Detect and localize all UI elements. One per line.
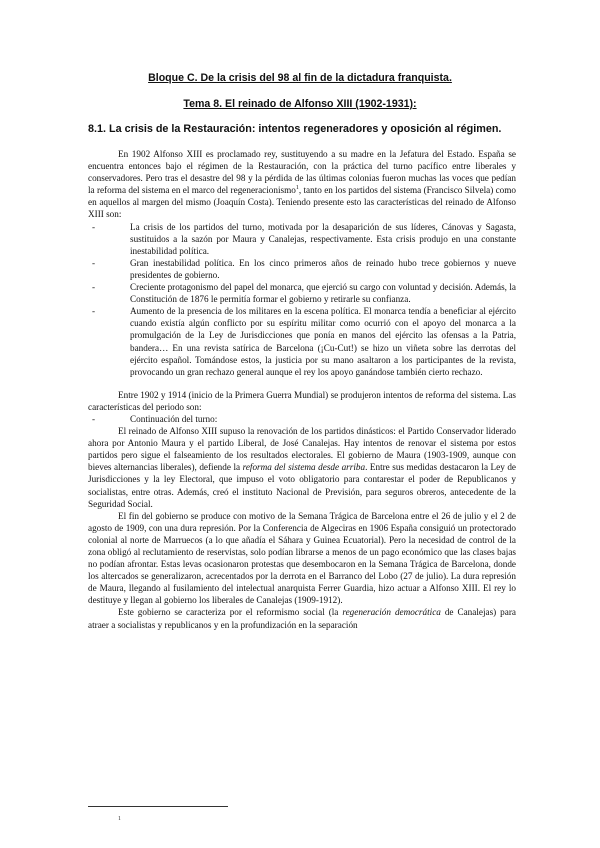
footnote-reference: 1 xyxy=(295,185,299,192)
list-item xyxy=(88,305,516,378)
list-item-text: La crisis de los partidos del turno, motivada por la desaparición de sus líderes, Cánovas y Sagasta, sustituidos a la sazón por Maura y Canalejas, respectivamente. Esta crisis produjo en una constante inestabilidad política. xyxy=(130,221,516,256)
canalejas-italic-phrase: regeneración democrática xyxy=(342,607,441,618)
list-item-text: Aumento de la presencia de los militares en la escena política. El monarca tendía a beneficiar al ejército cuando existía algún conflicto por su espíritu militar como ocurrió con el apoyo del monarca a la promulgación de la Ley de Jurisdicciones que ponía en manos del ejército las ofensas a la Patria, bandera… En una revista satírica de Barcelona (¡Cu-Cut!) se hizo un viñeta sobre las derrotas del ejército español. Tomándose estos, la justicia por su mano asaltaron a los participantes de la revista, provocando un gran rechazo general aunque el rey los apoyo ganándose también cierto rechazo. xyxy=(130,306,516,377)
maura-paragraph xyxy=(88,425,516,510)
list-dash: - xyxy=(92,413,96,424)
intro-text-a: En 1902 Alfonso XIII es proclamado rey, sustituyendo a su madre en la Jefatura del Estado. España se encuentra entonces bajo el régimen de la Restauración, con la práctica del turno pacífico entre liberales y conservadores. Pero tras el desastre del 98 y la pérdida de las últimas colonias fueron muchas las voces que pedían la reforma del sistema en el marco del regeneracionismo xyxy=(88,149,516,196)
theme-title: Tema 8. El reinado de Alfonso XIII (1902-1931): xyxy=(183,98,417,110)
list-item-text: Gran inestabilidad política. En los cinco primeros años de reinado hubo trece gobiernos y nueve presidentes de gobierno. xyxy=(130,257,516,280)
list-dash: - xyxy=(92,257,96,268)
list-item xyxy=(88,257,516,281)
tragic-week-paragraph: El fin del gobierno se produce con motivo de la Semana Trágica de Barcelona entre el 26 de julio y el 2 de agosto de 1909, con una dura represión. Por la Conferencia de Algeciras en 1906 España consiguió un protectorado colonial al norte de Marruecos (a lo que añadía el Sáhara y Guinea Ecuatorial). Pero la necesidad de control de la zona obligó al reclutamiento de reservistas, solo podían librarse a menos de un pago económico que las clases bajas no podían afrontar. Estas levas ocasionaron protestas que desembocaron en la Semana Trágica de Barcelona, donde los altercados se generalizaron, acrecentados por la derrota en el Barranco del Lobo (27 de julio). La dura represión de Maura, llegando al fusilamiento del intelectual anarquista Ferrer Guardia, hizo actuar a Alfonso XIII. El rey lo destituye y llegan al gobierno los liberales de Canalejas (1909-1912). xyxy=(88,510,516,606)
list-item-text: Creciente protagonismo del papel del monarca, que ejerció su cargo con voluntad y decisión. Además, la Constitución de 1876 le permitía formar el gobierno y retirarle su confianza. xyxy=(130,282,516,305)
reform-intro-paragraph: Entre 1902 y 1914 (inicio de la Primera Guerra Mundial) se produjeron intentos de reforma del sistema. Las características del periodo son: xyxy=(88,389,516,412)
canalejas-text-a: Este gobierno se caracteriza por el reformismo social (la xyxy=(118,607,343,618)
canalejas-text-b: de Canalejas) para atraer a socialistas y republicanos y en la profundización en la separación xyxy=(88,607,516,630)
list-item xyxy=(88,281,516,305)
paragraph-gap xyxy=(88,378,516,389)
list-dash: - xyxy=(92,221,96,232)
subheading-text: Continuación del turno: xyxy=(130,413,218,424)
intro-paragraph xyxy=(88,148,516,221)
maura-text-a: El reinado de Alfonso XIII supuso la renovación de los partidos dinásticos: el Partido Conservador liderado ahora por Antonio Maura y el partido Liberal, de José Canalejas. Hay intentos de renovar el sistema por estos partidos pero sigue el falseamiento de los resultados electorales. El gobierno de Maura (1903-1909, aunque con bieves alternancias liberales), defiende la xyxy=(88,426,516,473)
maura-italic-phrase: reforma del sistema desde arriba xyxy=(242,462,366,473)
intro-text-b: , tanto en los partidos del sistema (Francisco Silvela) como en aquellos al margen del mismo (Joaquín Costa). Teniendo presente esto las características del reinado de Alfonso XIII son: xyxy=(88,185,516,220)
canalejas-paragraph xyxy=(88,606,516,630)
document-body xyxy=(88,148,516,631)
section-title: 8.1. La crisis de la Restauración: intentos regeneradores y oposición al régimen. xyxy=(88,123,502,135)
footnote-mark: 1 xyxy=(118,816,121,822)
list-item xyxy=(88,221,516,257)
subheading-continuation xyxy=(88,413,516,425)
maura-text-b: . Entre sus medidas destacaron la Ley de Jurisdicciones y la ley Electoral, que impuso el voto obligatorio para contarestar el poder de Republicanos y socialistas, entre otras. Además, creó el instituto Nacional de Previsión, para seguros obreros, antecedente de la Seguridad Social. xyxy=(88,462,517,509)
list-dash: - xyxy=(92,282,96,293)
footnote-separator xyxy=(88,806,228,807)
list-dash: - xyxy=(92,306,96,317)
block-title: Bloque C. De la crisis del 98 al fin de la dictadura franquista. xyxy=(148,72,452,84)
